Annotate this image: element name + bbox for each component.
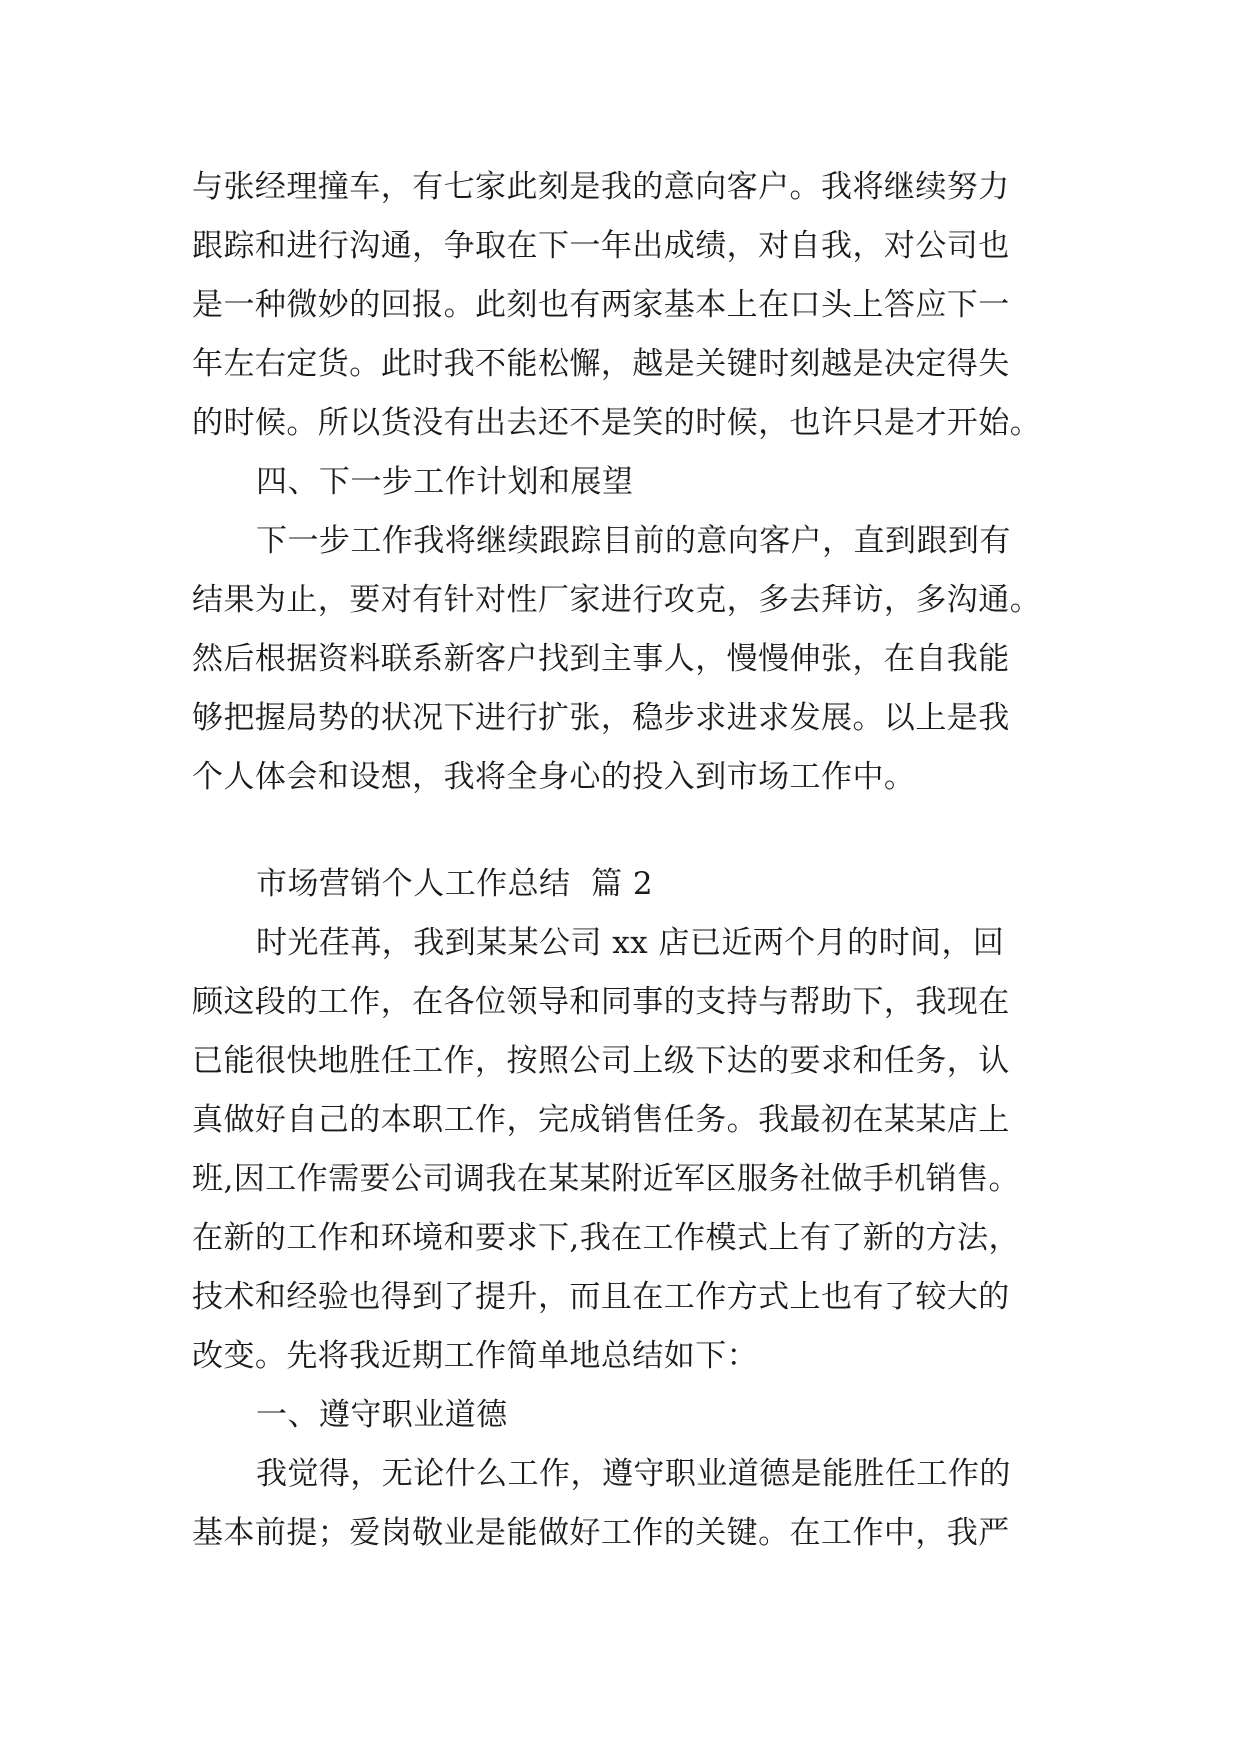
paragraph-line: 技术和经验也得到了提升，而且在工作方式上也有了较大的 <box>192 1279 1010 1315</box>
paragraph-line: 改变。先将我近期工作简单地总结如下： <box>192 1338 759 1374</box>
paragraph-line: 的时候。所以货没有出去还不是笑的时候，也许只是才开始。 <box>192 405 1042 441</box>
paragraph-line: 跟踪和进行沟通，争取在下一年出成绩，对自我，对公司也 <box>192 228 1010 264</box>
paragraph-line: 班,因工作需要公司调我在某某附近军区服务社做手机销售。 <box>192 1161 1021 1197</box>
section-heading-plan: 四、下一步工作计划和展望 <box>256 464 634 500</box>
paragraph-line: 够把握局势的状况下进行扩张，稳步求进求发展。以上是我 <box>192 700 1010 736</box>
paragraph-line: 然后根据资料联系新客户找到主事人，慢慢伸张，在自我能 <box>192 641 1010 677</box>
section-heading-ethics: 一、遵守职业道德 <box>256 1397 508 1433</box>
article-title: 市场营销个人工作总结 篇 2 <box>256 866 654 902</box>
paragraph-line: 下一步工作我将继续跟踪目前的意向客户，直到跟到有 <box>256 523 1011 559</box>
paragraph-line: 顾这段的工作，在各位领导和同事的支持与帮助下，我现在 <box>192 984 1010 1020</box>
paragraph-line: 结果为止，要对有针对性厂家进行攻克，多去拜访，多沟通。 <box>192 582 1042 618</box>
paragraph-line: 在新的工作和环境和要求下,我在工作模式上有了新的方法， <box>192 1220 1021 1256</box>
paragraph-line: 真做好自己的本职工作，完成销售任务。我最初在某某店上 <box>192 1102 1010 1138</box>
paragraph-line: 是一种微妙的回报。此刻也有两家基本上在口头上答应下一 <box>192 287 1010 323</box>
paragraph-line: 我觉得，无论什么工作，遵守职业道德是能胜任工作的 <box>256 1456 1011 1492</box>
paragraph-line: 个人体会和设想，我将全身心的投入到市场工作中。 <box>192 759 916 795</box>
paragraph-line: 已能很快地胜任工作，按照公司上级下达的要求和任务，认 <box>192 1043 1010 1079</box>
paragraph-line: 与张经理撞车，有七家此刻是我的意向客户。我将继续努力 <box>192 169 1010 205</box>
paragraph-line: 基本前提；爱岗敬业是能做好工作的关键。在工作中，我严 <box>192 1515 1010 1551</box>
paragraph-line: 时光荏苒，我到某某公司 xx 店已近两个月的时间，回 <box>256 925 1005 961</box>
paragraph-line: 年左右定货。此时我不能松懈，越是关键时刻越是决定得失 <box>192 346 1010 382</box>
